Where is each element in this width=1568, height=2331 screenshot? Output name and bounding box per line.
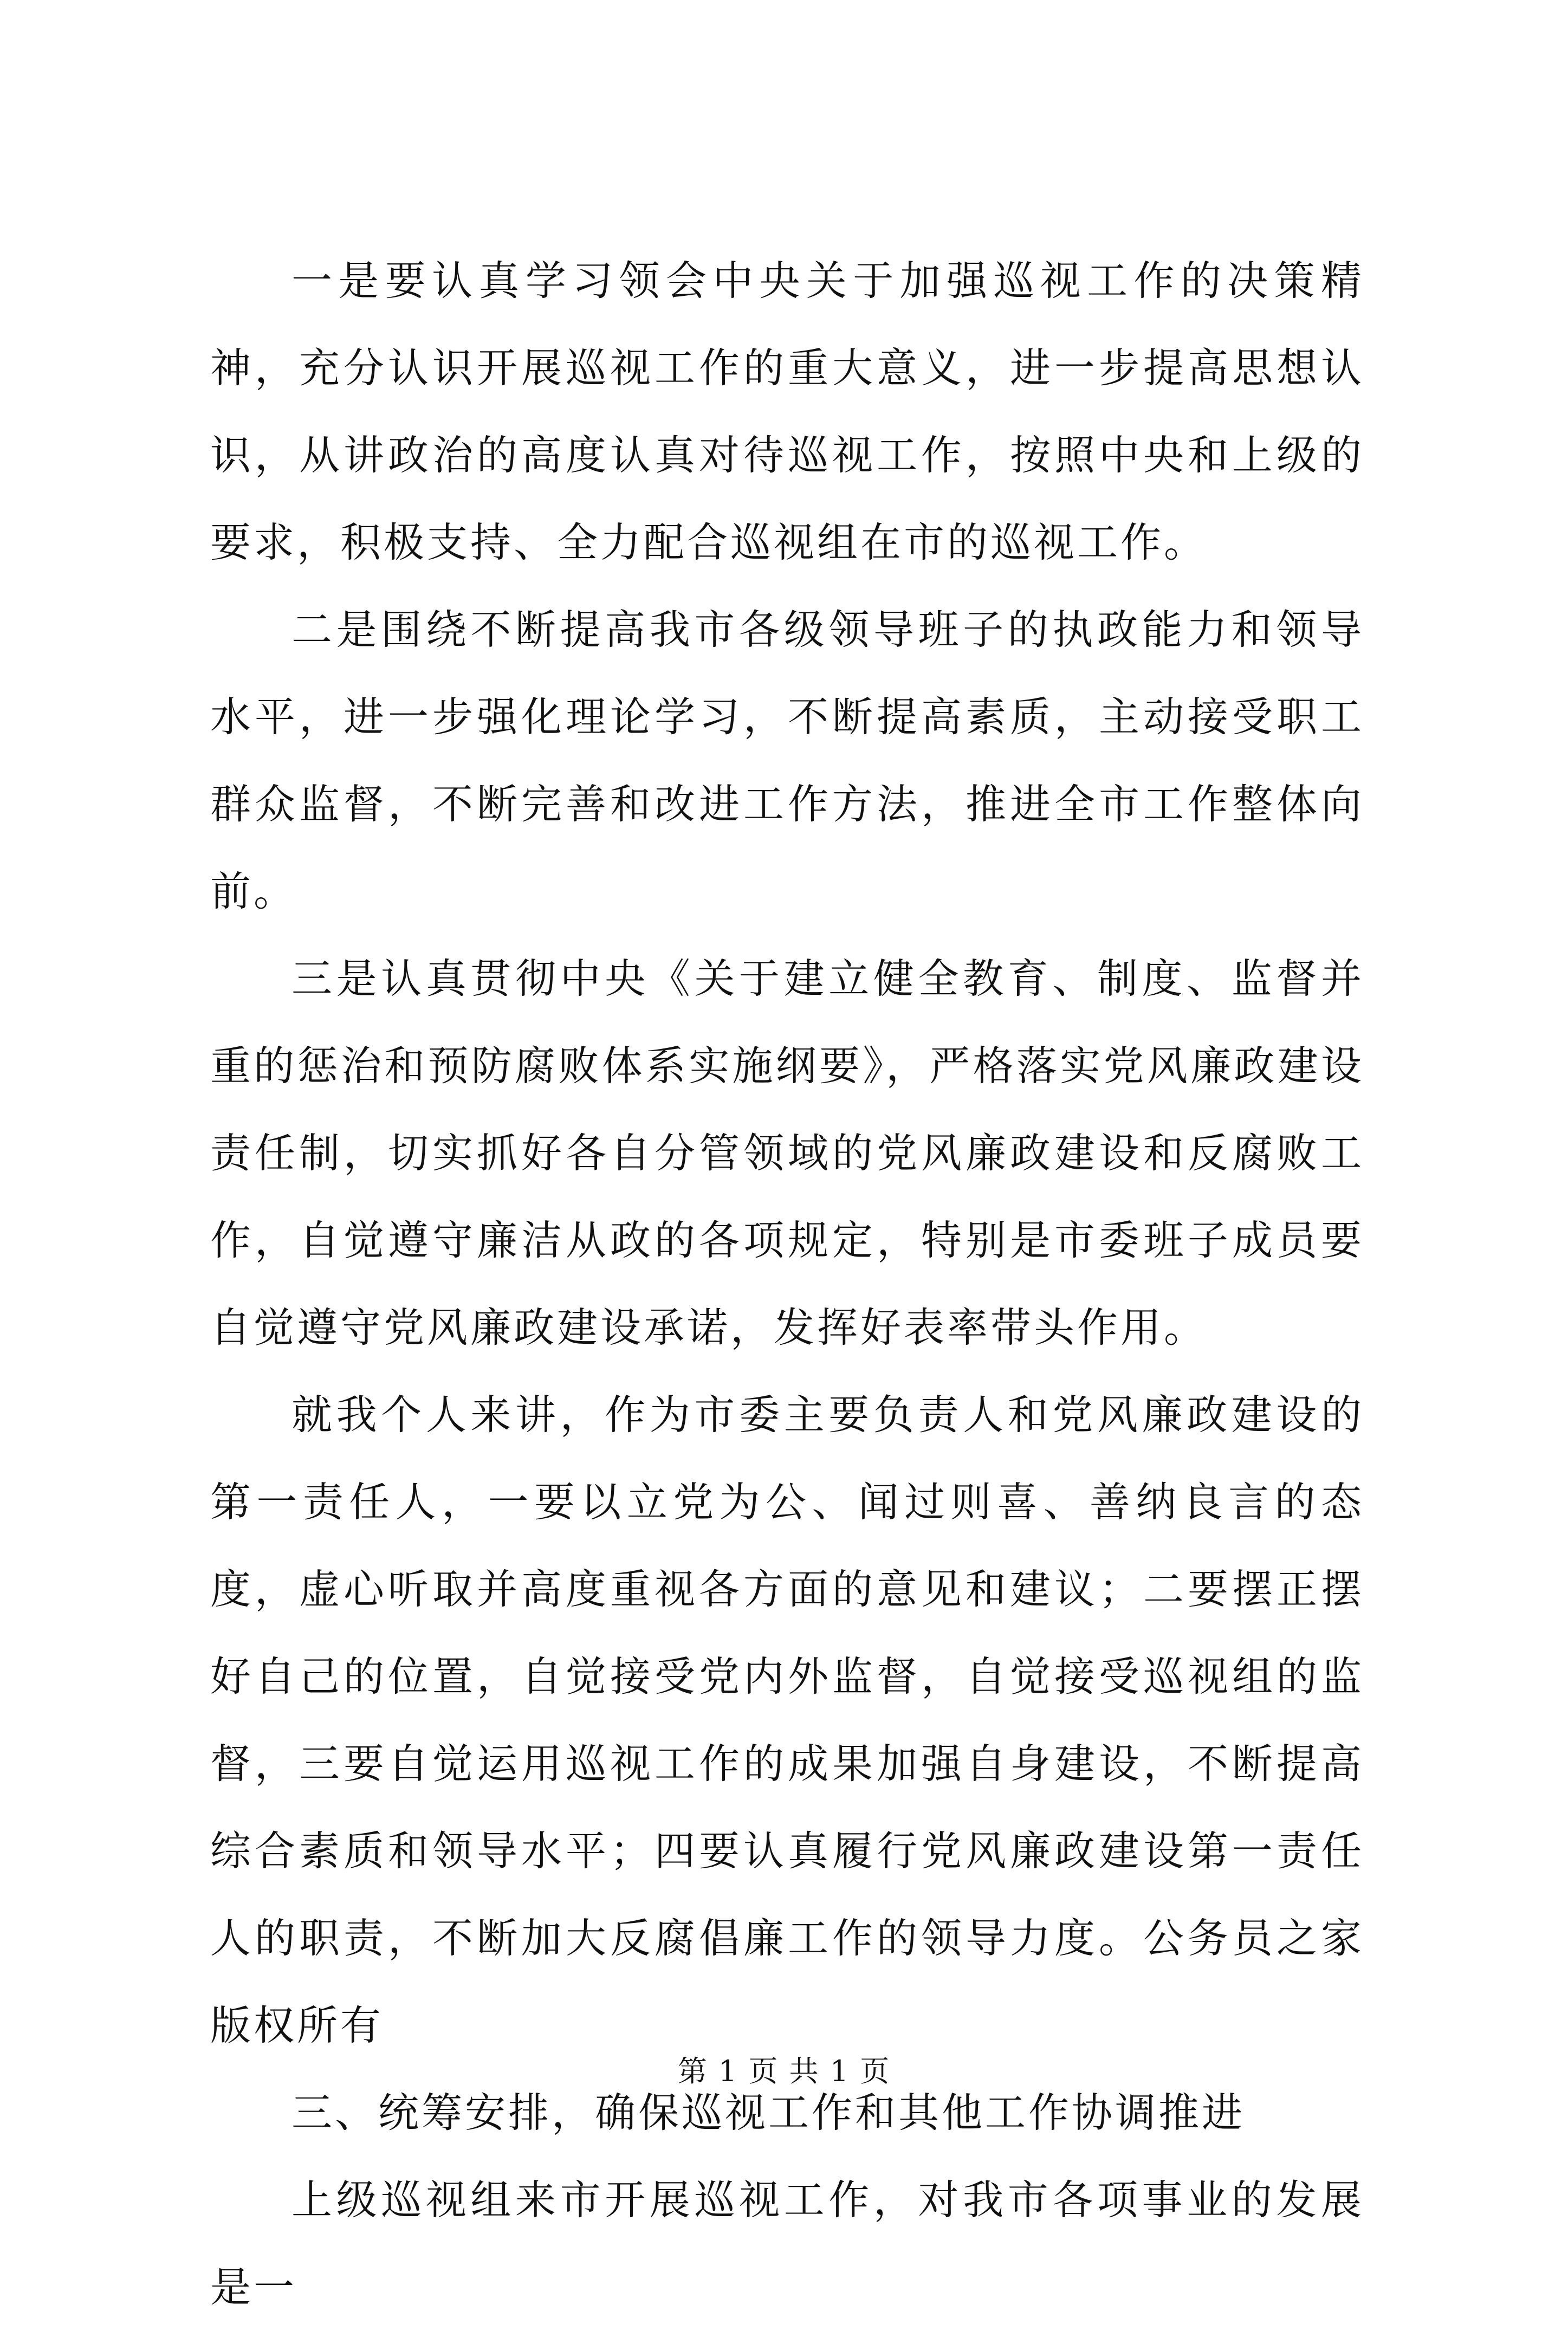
paragraph-5: 上级巡视组来市开展巡视工作，对我市各项事业的发展是一 — [210, 2176, 1364, 2311]
paragraph-4: 就我个人来讲，作为市委主要负责人和党风廉政建设的第一责任人，一要以立党为公、闻过则喜、善纳良言的态度，虚心听取并高度重视各方面的意见和建议；二要摆正摆好自己的位置，自觉接受党内外监督，自觉接受巡视组的监督，三要自觉运用巡视工作的成果加强自身建设，不断提高综合素质和领导水平；四要认真履行党风廉政建设第一责任人的职责，不断加大反腐倡廉工作的领导力度。公务员之家版权所有 — [210, 1391, 1364, 2049]
page-footer: 第 1 页 共 1 页 — [677, 2054, 891, 2088]
document-body — [210, 237, 1364, 2331]
paragraph-2: 二是围绕不断提高我市各级领导班子的执政能力和领导水平，进一步强化理论学习，不断提高素质，主动接受职工群众监督，不断完善和改进工作方法，推进全市工作整体向前。 — [210, 606, 1364, 915]
section-heading: 三、统筹安排，确保巡视工作和其他工作协调推进 — [291, 2089, 1246, 2136]
paragraph-3: 三是认真贯彻中央《关于建立健全教育、制度、监督并重的惩治和预防腐败体系实施纲要》，严格落实党风廉政建设责任制，切实抓好各自分管领域的党风廉政建设和反腐败工作，自觉遵守廉洁从政的各项规定，特别是市委班子成员要自觉遵守党风廉政建设承诺，发挥好表率带头作用。 — [210, 955, 1364, 1351]
paragraph-1: 一是要认真学习领会中央关于加强巡视工作的决策精神，充分认识开展巡视工作的重大意义，进一步提高思想认识，从讲政治的高度认真对待巡视工作，按照中央和上级的要求，积极支持、全力配合巡视组在市的巡视工作。 — [210, 257, 1364, 566]
